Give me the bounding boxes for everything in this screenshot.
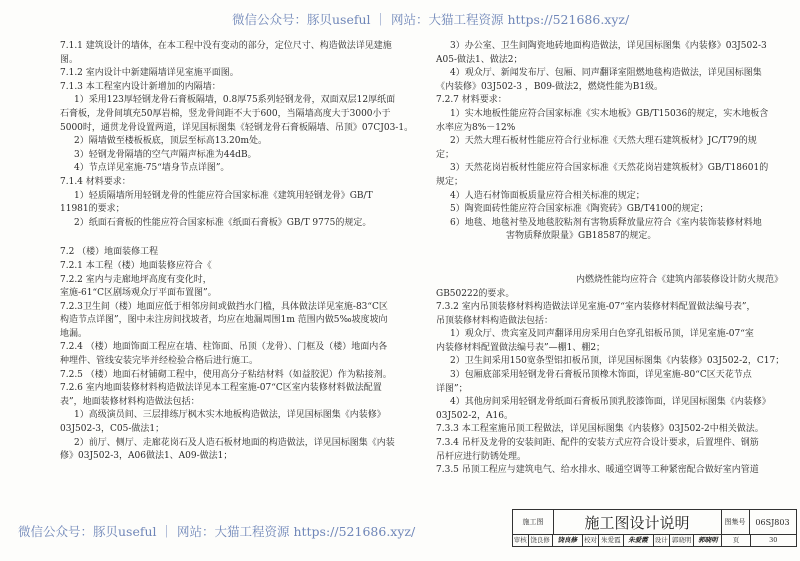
text-line: 2）纸面石膏板的性能应符合国家标准《纸面石膏板》GB/T 9775的规定。 [74, 217, 372, 228]
text-line: A05-做法1、做法2； [436, 54, 523, 65]
text-line: 吊杆应进行防锈处理。 [436, 451, 527, 462]
text-line: 规定； [436, 176, 464, 187]
text-line: 表”，地面装修材料构造做法包括： [60, 396, 200, 407]
section-gap [60, 230, 432, 246]
text-line: 图。 [60, 54, 79, 65]
text-line: 03J502-2，A16。 [436, 410, 513, 421]
text-line: 2）卫生间采用150宽条型铝扣板吊顶，详见国标图集《内装修》03J502-2，C17； [450, 356, 785, 367]
text-line: 3）轻钢龙骨隔墙的空气声隔声标准为44dB。 [74, 149, 257, 160]
atlas-number-label: 图集号 [721, 510, 750, 534]
reviewer-name: 饶良修 [529, 534, 553, 546]
text-line: 水率应为8%－12% [436, 122, 516, 133]
text-line: 害物质释放限量》GB18587的规定。 [506, 231, 657, 242]
text-line: 7.1.4 材料要求： [60, 176, 131, 187]
text-line: 4）其他房间采用轻钢龙骨纸面石膏板吊顶乳胶漆饰面，详见国标图集《内装修》 [450, 397, 771, 408]
text-line: 7.1.1 建筑设计的墙体，在本工程中没有变动的部分，定位尺寸、构造做法详见建施 [60, 41, 392, 51]
text-line: 5）陶瓷面砖性能应符合国家标准《陶瓷砖》GB/T4100的规定； [450, 204, 709, 215]
text-line: 7.2.1 本工程（楼）地面装修应符合《 [60, 260, 212, 271]
text-line: 7.1.3 本工程室内设计新增加的内隔墙： [60, 81, 221, 92]
design-label: 设计 [654, 534, 670, 546]
text-line: 定； [436, 149, 455, 160]
text-line: 详图”； [436, 383, 468, 394]
drawing-type-label: 施工图 [513, 510, 554, 534]
text-line: 7.3.5 吊顶工程应与建筑电气、给水排水、暖通空调等工种紧密配合做好室内管道 [436, 465, 759, 476]
page-label: 页 [722, 534, 750, 546]
text-line: 种埋件、管线安装完毕并经检验合格后进行施工。 [60, 356, 259, 367]
text-line: 3）天然花岗岩板材性能应符合国家标准《天然花岗岩建筑板材》GB/T18601的 [450, 163, 769, 174]
drawing-title: 施工图设计说明 [553, 510, 722, 534]
text-line: 4）人造石材饰面板质量应符合相关标准的规定； [450, 190, 645, 201]
text-line: 2）前厅、侧厅、走廊花岗石及人造石板材地面的构造做法，详见国标图集《内装 [74, 437, 395, 448]
text-line: 3）办公室、卫生间陶瓷地砖地面构造做法，详见国标图集《内装修》03J502-3 [450, 41, 767, 51]
text-line: 石膏板，龙骨间填充50厚岩棉，竖龙骨间距不大于600，当隔墙高度大于3000小于 [60, 108, 391, 119]
text-line: 7.2.4 （楼）地面饰面工程应在墙、柱饰面、吊顶（龙骨）、门框及（楼）地面内各 [60, 342, 388, 353]
left-column [60, 40, 432, 464]
text-line: 构造节点详图”，图中未注房间找坡者，均应在地漏周围1m 范围内做5‰坡度坡向 [60, 315, 388, 326]
watermark-top: 微信公众号：豚贝useful ｜ 网站：大猫工程资源 https://521686.xyz/ [232, 12, 630, 27]
check-label: 校对 [583, 534, 599, 546]
text-line: 1）采用123厚轻钢龙骨石膏板隔墙，0.8厚75系列轻钢龙骨，双面双层12厚纸面 [74, 95, 396, 106]
text-line: 《内装修》03J502-3 ，B09-做法2，燃烧性能为B1级。 [436, 81, 664, 92]
text-line: 吊顶装修材料构造做法包括： [436, 315, 554, 326]
text-line: 7.3.4 吊杆及龙骨的安装间距、配件的安装方式应符合设计要求，后置埋件、钢筋 [436, 438, 759, 449]
text-line: 7.2.7 材料要求： [436, 95, 507, 106]
text-line: 3）包厢底部采用轻钢龙骨石膏板吊顶橡木饰面，详见室施-80“C区天花节点 [450, 370, 752, 381]
text-line: 内装修材料配置做法编号表”—棚1、棚2； [436, 342, 606, 353]
title-block [512, 509, 797, 547]
review-label: 审核 [513, 536, 527, 544]
text-line: 7.2.3卫生间（楼）地面应低于相邻房间或做挡水门槛，具体做法详见室施-83“C区 [60, 301, 388, 312]
text-line: 内燃烧性能均应符合《建筑内部装修设计防火规范》 [576, 274, 784, 285]
text-line: 03J502-3，C05-做法1； [60, 424, 165, 435]
page-number: 30 [769, 536, 778, 544]
atlas-number: 06SJ803 [755, 517, 790, 527]
text-line: 4）节点详见室施-75“墙身节点详图”。 [74, 163, 230, 174]
text-line: 室施-61“C区剧场观众厅平面布置图”。 [60, 288, 217, 299]
checker-name: 朱爱霞 [599, 534, 623, 546]
text-line: 5000时，通贯龙骨设置两道，详见国标图集《轻钢龙骨石膏板隔墙、吊顶》07CJ03-1。 [60, 122, 414, 133]
text-line: 7.2.2 室内与走廊地坪高度有变化时， [60, 274, 212, 285]
text-line: 7.3.2 室内吊顶装修材料构造做法详见室施-07“室内装修材料配置做法编号表”， [436, 302, 756, 313]
section-gap [436, 244, 800, 274]
text-line: 1）轻质隔墙所用轻钢龙骨的性能应符合国家标准《建筑用轻钢龙骨》GB/T [74, 190, 373, 201]
checker-signature: 朱爱霞 [624, 534, 654, 546]
text-line: 地漏。 [60, 328, 88, 339]
designer-name: 郭晓明 [670, 534, 694, 546]
text-line: 6）地毯、地毯衬垫及地毯胶粘剂有害物质释放量应符合《室内装饰装修材料地 [450, 217, 762, 228]
text-line: 11981的要求； [60, 204, 125, 215]
text-line: 修》03J502-3，A06做法1、A09-做法1； [60, 451, 233, 462]
text-line: 7.2.6 室内地面装修材料构造做法详见本工程室施-07“C区室内装修材料做法配置 [60, 383, 382, 394]
text-line: 2）天然大理石板材性能应符合行业标准《天然大理石建筑板材》JC/T79的规 [450, 136, 757, 147]
text-line: 1）实木地板性能应符合国家标准《实木地板》GB/T15036的规定，实木地板含 [450, 108, 769, 119]
text-line: GB50222的要求。 [436, 288, 515, 299]
right-column [436, 40, 800, 478]
text-line: 4）观众厅、新闻发布厅、包厢、同声翻译室阻燃地毯构造做法，详见国标图集 [450, 68, 762, 79]
text-line: 2）隔墙做至楼板板底，顶层至标高13.20m处。 [74, 136, 268, 147]
reviewer-signature: 饶良修 [553, 534, 583, 546]
title-block-row-signatures [513, 534, 796, 546]
title-block-row-top [513, 510, 796, 535]
watermark-bottom: 微信公众号：豚贝useful ｜ 网站：大猫工程资源 https://521686.xyz/ [18, 524, 416, 539]
text-line: 1）观众厅、贵宾室及同声翻译用房采用白色穿孔铝板吊顶，详见室施-07“室 [450, 329, 754, 340]
text-line: 7.2 （楼）地面装修工程 [60, 247, 159, 258]
text-line: 1）高级演员间、三层排练厅枫木实木地板构造做法，详见国标图集《内装修》 [74, 410, 386, 421]
text-line: 7.2.5 （楼）地面石材铺砌工程中，使用高分子粘结材料（如益胶泥）作为粘接剂。 [60, 369, 392, 380]
text-line: 7.3.3 本工程室施吊顶工程做法，详见国标图集《内装修》03J502-2中相关做法。 [436, 424, 764, 435]
designer-signature: 郭晓明 [694, 534, 722, 546]
text-line: 7.1.2 室内设计中新建隔墙详见室施平面图。 [60, 68, 239, 79]
